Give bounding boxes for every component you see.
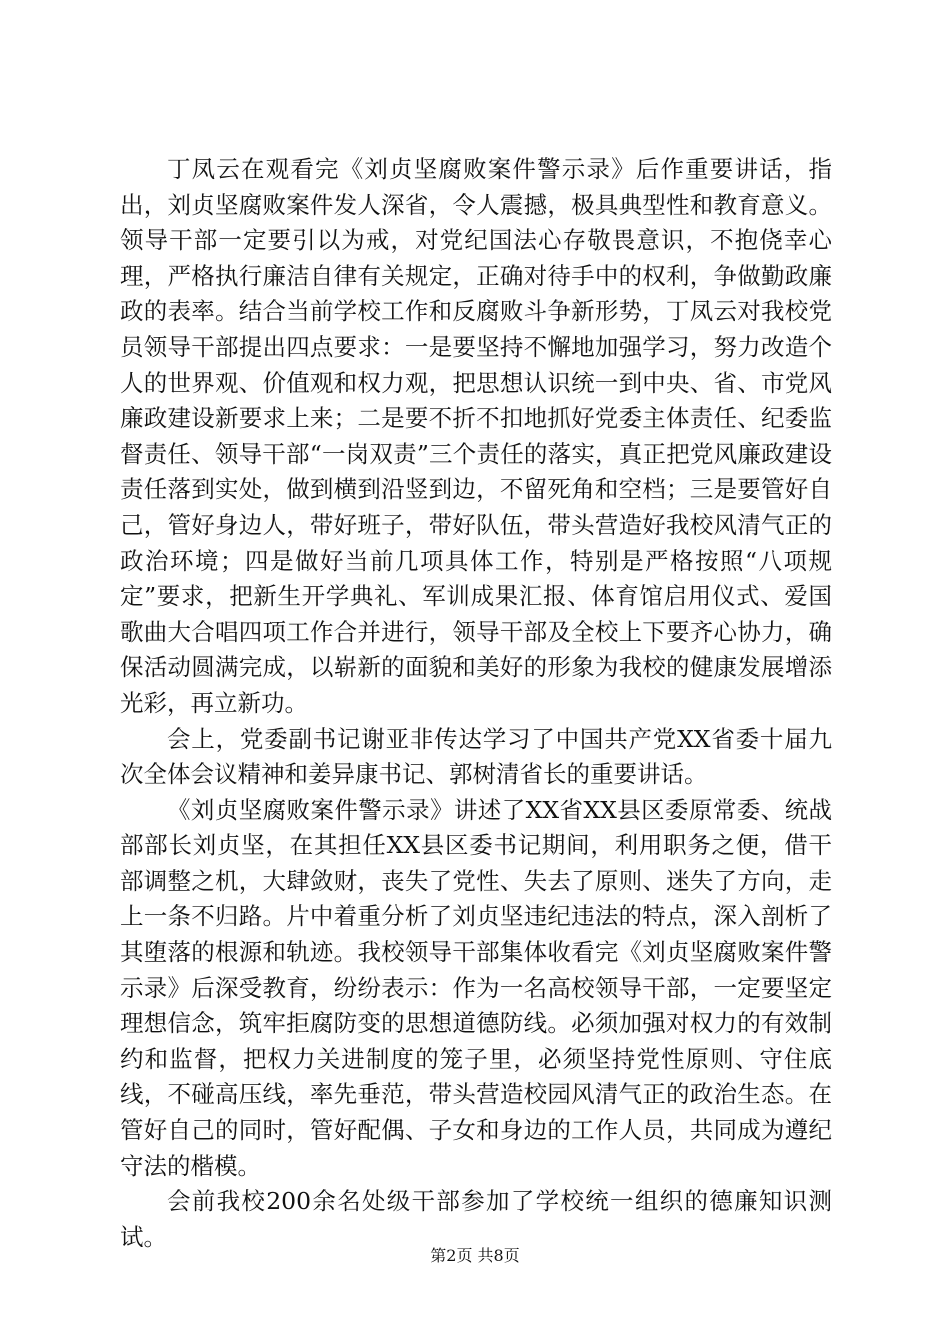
paragraph-test: 会前我校200余名处级干部参加了学校统一组织的德廉知识测试。 — [120, 1187, 832, 1251]
paragraph-warning-film: 《刘贞坚腐败案件警示录》讲述了XX省XX县区委原常委、统战部部长刘贞坚，在其担任XX县区委书记期间，利用职务之便，借干部调整之机，大肆敛财，丧失了党性、失去了原则、迷失了方向，走上一条不归路。片中着重分析了刘贞坚违纪违法的特点，深入剖析了其堕落的根源和轨迹。我校领导干部集体收看完《刘贞坚腐败案件警示录》后深受教育，纷纷表示：作为一名高校领导干部，一定要坚定理想信念，筑牢拒腐防变的思想道德防线。必须加强对权力的有效制约和监督，把权力关进制度的笼子里，必须坚持党性原则、守住底线，不碰高压线，率先垂范，带头营造校园风清气正的政治生态。在管好自己的同时，管好配偶、子女和身边的工作人员，共同成为遵纪守法的楷模。 — [120, 795, 832, 1180]
page-footer: 第2页 共8页 — [430, 1246, 520, 1265]
document-body — [120, 152, 832, 1255]
paragraph-speech: 丁凤云在观看完《刘贞坚腐败案件警示录》后作重要讲话，指出，刘贞坚腐败案件发人深省，令人震撼，极具典型性和教育意义。领导干部一定要引以为戒，对党纪国法心存敬畏意识，不抱侥幸心理，严格执行廉洁自律有关规定，正确对待手中的权利，争做勤政廉政的表率。结合当前学校工作和反腐败斗争新形势，丁凤云对我校党员领导干部提出四点要求：一是要坚持不懈地加强学习，努力改造个人的世界观、价值观和权力观，把思想认识统一到中央、省、市党风廉政建设新要求上来；二是要不折不扣地抓好党委主体责任、纪委监督责任、领导干部“一岗双责”三个责任的落实，真正把党风廉政建设责任落到实处，做到横到沿竖到边，不留死角和空档；三是要管好自己，管好身边人，带好班子，带好队伍，带头营造好我校风清气正的政治环境；四是做好当前几项具体工作，特别是严格按照“八项规定”要求，把新生开学典礼、军训成果汇报、体育馆启用仪式、爱国歌曲大合唱四项工作合并进行，领导干部及全校上下要齐心协力，确保活动圆满完成，以崭新的面貌和美好的形象为我校的健康发展增添光彩，再立新功。 — [120, 155, 832, 717]
paragraph-meeting: 会上，党委副书记谢亚非传达学习了中国共产党XX省委十届九次全体会议精神和姜异康书记、郭树清省长的重要讲话。 — [120, 724, 832, 789]
